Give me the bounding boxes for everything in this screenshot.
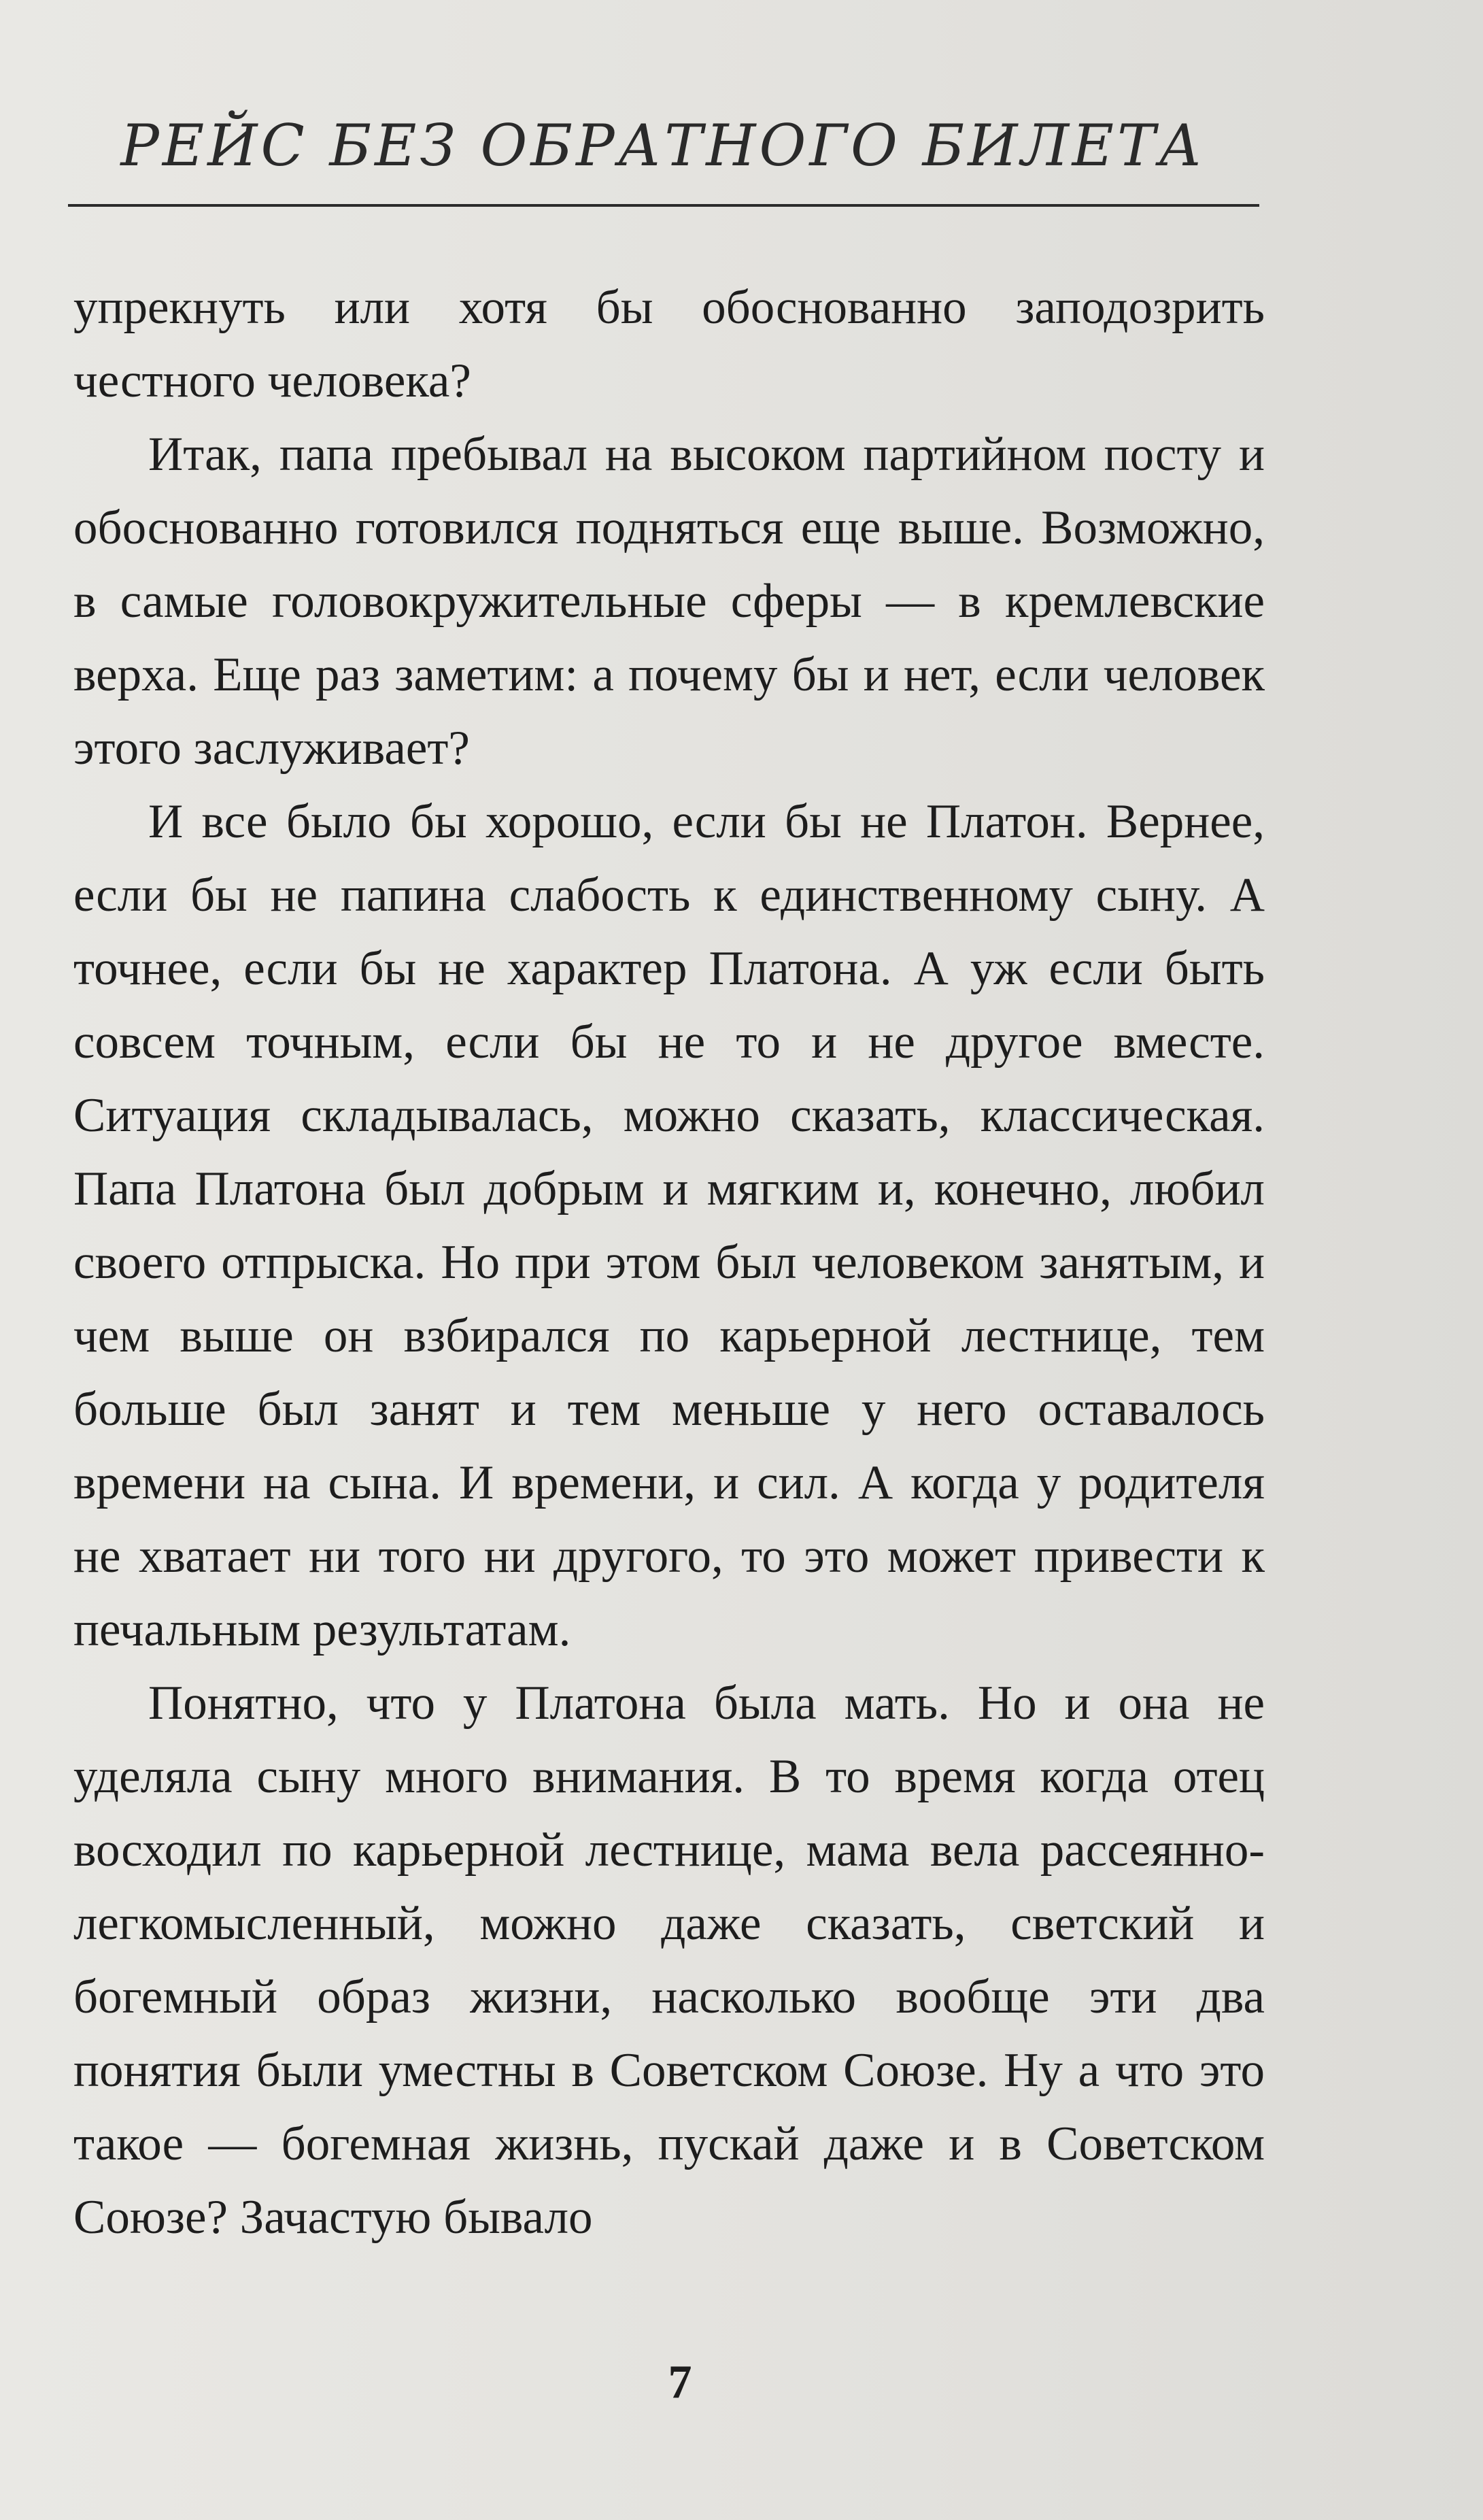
running-head: РЕЙС БЕЗ ОБРАТНОГО БИЛЕТА [120, 112, 1206, 179]
header-rule [68, 204, 1259, 207]
page-number: 7 [668, 2356, 692, 2408]
paragraph-continued: упрекнуть или хотя бы обоснованно заподозрить честного человека? [73, 281, 1265, 407]
paragraph: И все было бы хорошо, если бы не Платон. Вернее, если бы не папина слабость к единственному сыну. А точнее, если бы не характер Платона. А уж если быть совсем точным, если бы не то и не другое вместе. Ситуация складывалась, можно сказать, классическая. Папа Платона был добрым и мягким и, конечно, любил своего отпрыска. Но при этом был человеком занятым, и чем выше он взбирался по карьерной лестнице, тем больше был занят и тем меньше у него оставалось времени на сына. И времени, и сил. А когда у родителя не хватает ни того ни другого, то это может привести к печальным результатам. [73, 795, 1265, 1656]
paragraph: Итак, папа пребывал на высоком партийном посту и обоснованно готовился подняться еще выше. Возможно, в самые головокружительные сферы — в кремлевские верха. Еще раз заметим: а почему бы и нет, если человек этого заслуживает? [73, 428, 1265, 775]
body-text [73, 271, 1265, 2254]
paragraph: Понятно, что у Платона была мать. Но и она не уделяла сыну много внимания. В то время когда отец восходил по карьерной лестнице, мама вела рассеянно-легкомысленный, можно даже сказать, светский и богемный образ жизни, насколько вообще эти два понятия были уместны в Советском Союзе. Ну а что это такое — богемная жизнь, пускай даже и в Советском Союзе? Зачастую бывало [73, 1677, 1265, 2244]
